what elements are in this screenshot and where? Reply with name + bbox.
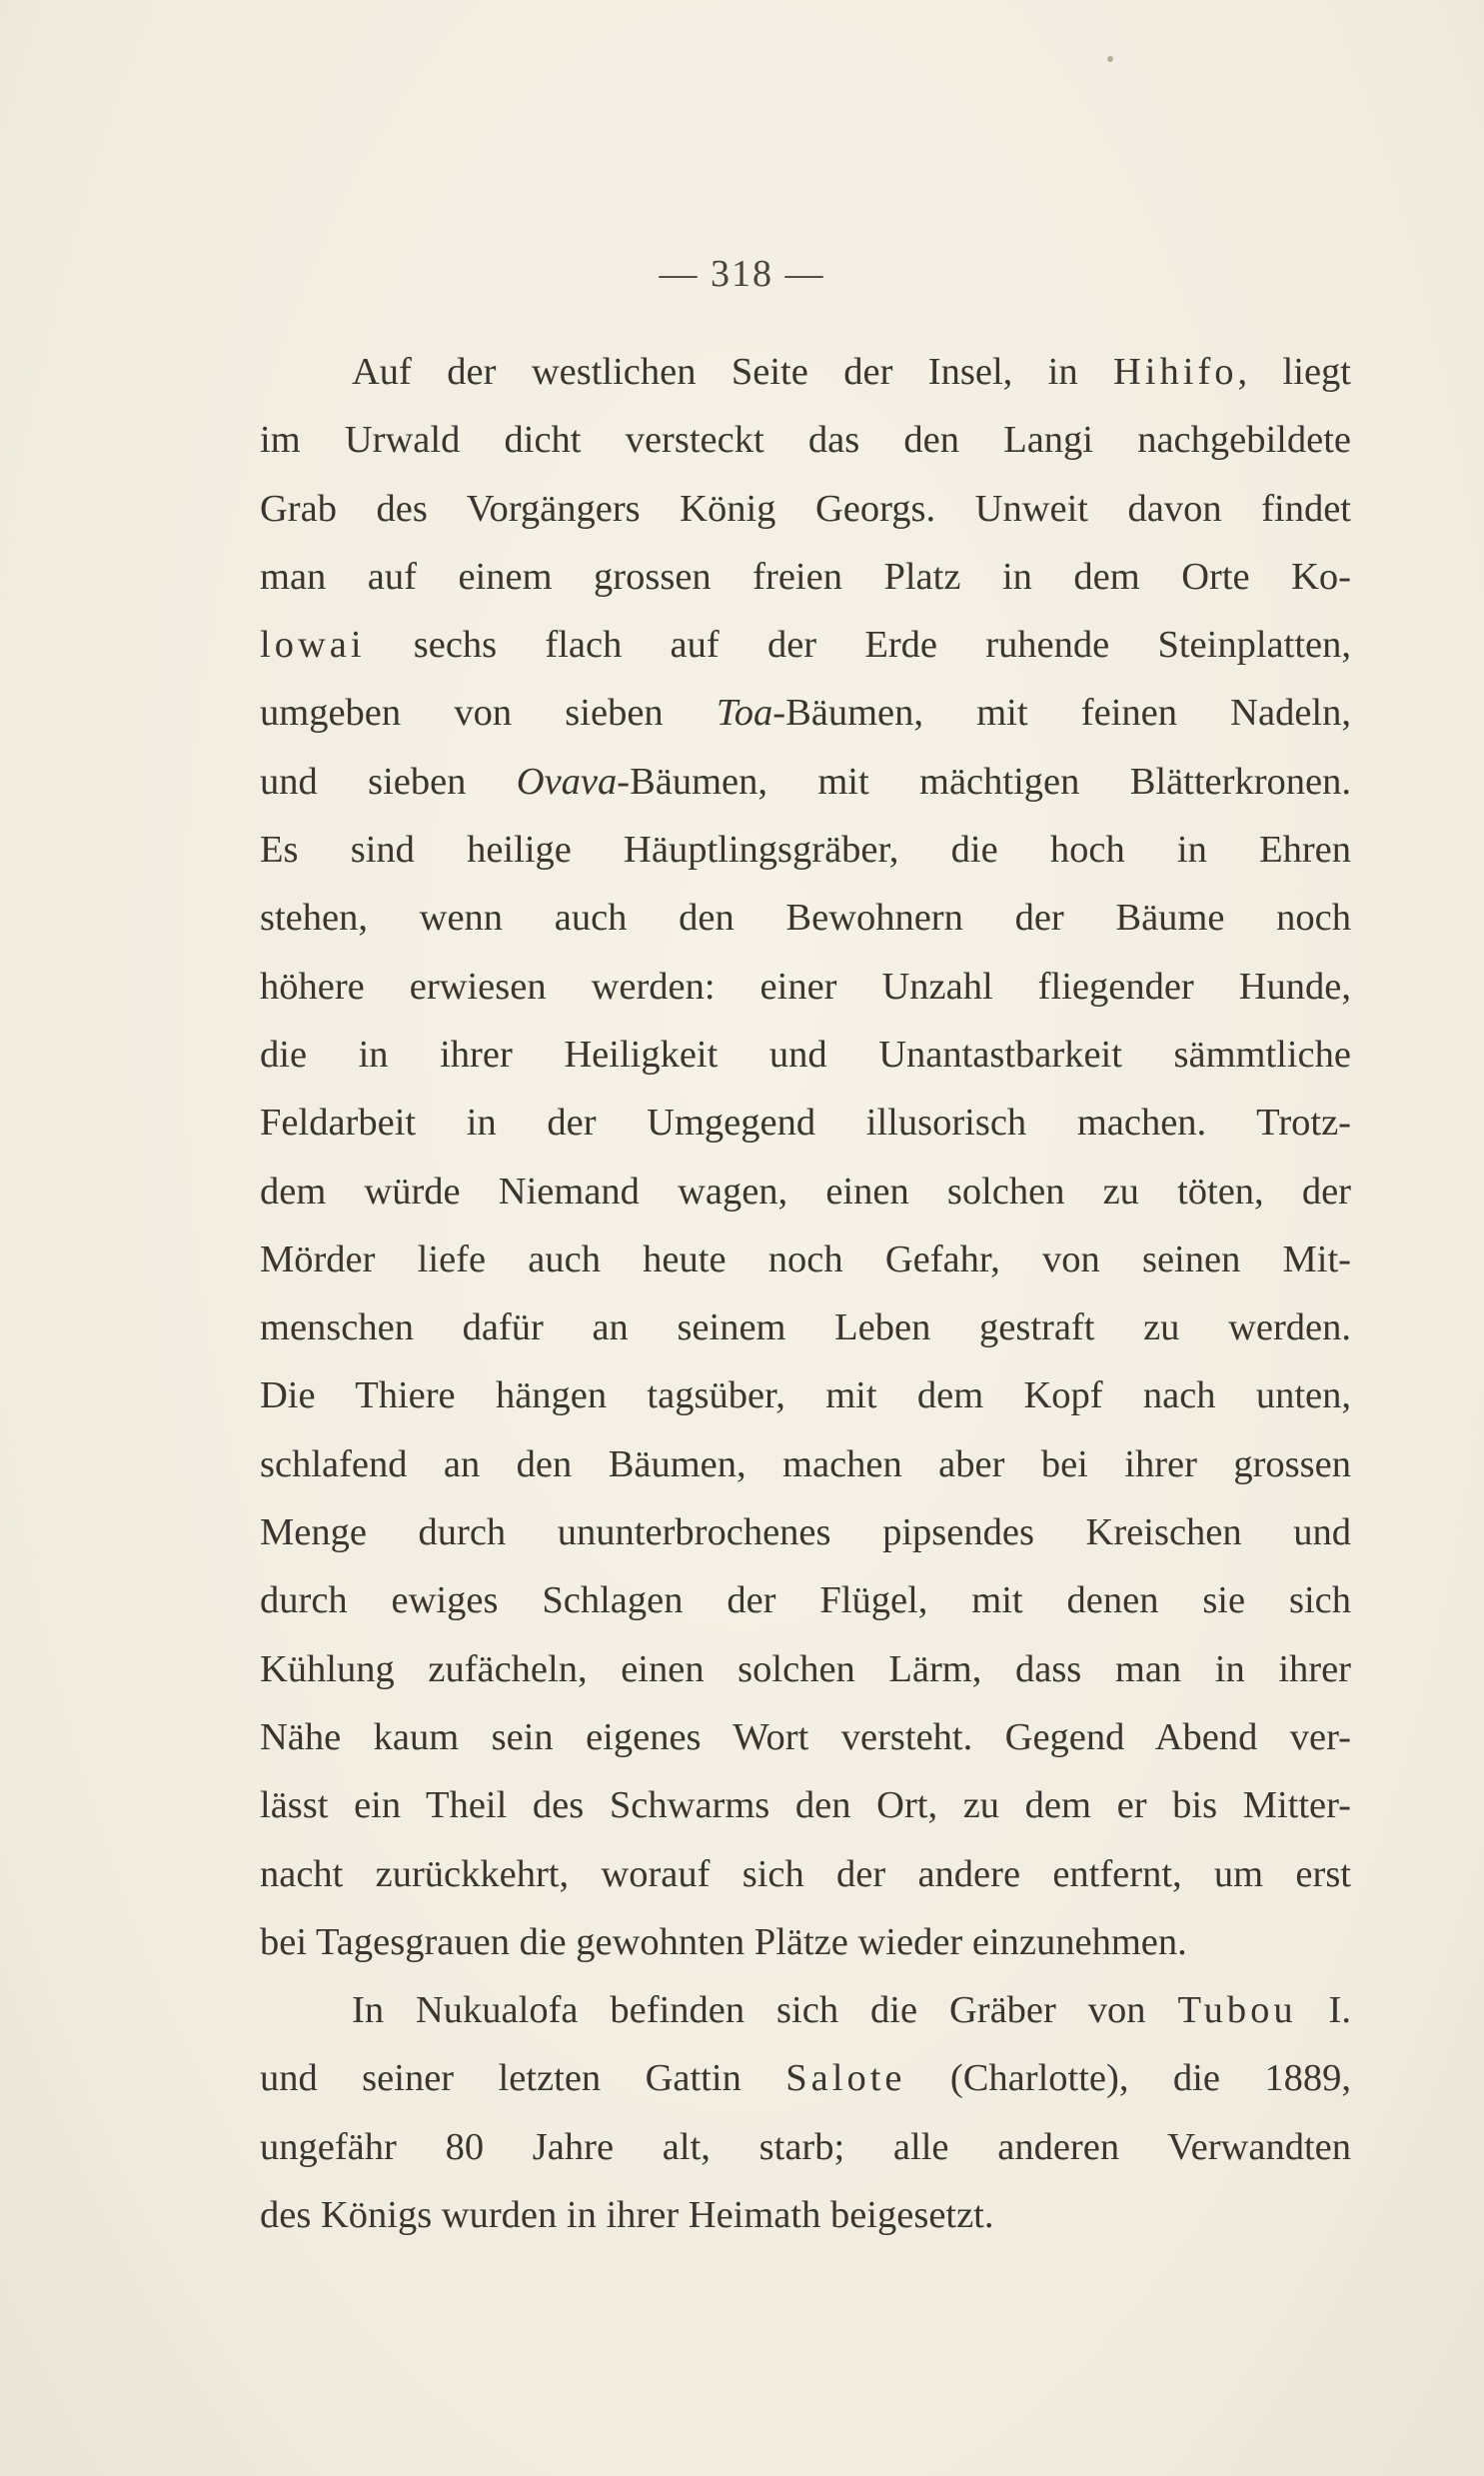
spaced-name: Tubou xyxy=(1177,1989,1297,2032)
text-line: menschen dafür an seinem Leben gestraft zu werden. xyxy=(260,1306,1351,1349)
spaced-name: lowai xyxy=(260,624,366,667)
italic-term: Toa xyxy=(716,692,773,735)
text-line: Menge durch ununterbrochenes pipsendes Kreischen und xyxy=(260,1511,1351,1554)
text-line: Kühlung zufächeln, einen solchen Lärm, dass man in ihrer xyxy=(260,1647,1351,1690)
text-line: Nähe kaum sein eigenes Wort versteht. Gegend Abend ver- xyxy=(260,1715,1351,1758)
text-line: im Urwald dicht versteckt das den Langi nachgebildete xyxy=(260,419,1351,462)
page-number: — 318 — xyxy=(659,253,825,295)
text-line: Auf der westlichen Seite der Insel, in Hihifo, liegt xyxy=(352,351,1351,393)
text-line: dem würde Niemand wagen, einen solchen zu töten, der xyxy=(260,1170,1351,1213)
text-line: und sieben Ovava-Bäumen, mit mächtigen Blätterkronen. xyxy=(260,760,1351,803)
text-line: lässt ein Theil des Schwarms den Ort, zu dem er bis Mitter- xyxy=(260,1784,1351,1827)
text-line: nacht zurückkehrt, worauf sich der andere entfernt, um erst xyxy=(260,1852,1351,1895)
text-line: bei Tagesgrauen die gewohnten Plätze wieder einzunehmen. xyxy=(260,1920,1187,1963)
text-line: umgeben von sieben Toa-Bäumen, mit feinen Nadeln, xyxy=(260,692,1351,735)
text-line: lowai sechs flach auf der Erde ruhende Steinplatten, xyxy=(260,624,1351,667)
text-line: In Nukualofa befinden sich die Gräber von Tubou I. xyxy=(352,1989,1351,2032)
body-text xyxy=(260,338,1351,2249)
italic-term: Ovava xyxy=(516,760,618,803)
text-line: Feldarbeit in der Umgegend illusorisch machen. Trotz- xyxy=(260,1102,1351,1145)
text-line: Mörder liefe auch heute noch Gefahr, von seinen Mit- xyxy=(260,1238,1351,1280)
text-line: höhere erwiesen werden: einer Unzahl fliegender Hunde, xyxy=(260,965,1351,1008)
paper-speck xyxy=(1107,56,1113,62)
text-line: stehen, wenn auch den Bewohnern der Bäume noch xyxy=(260,897,1351,940)
text-line: Die Thiere hängen tagsüber, mit dem Kopf nach unten, xyxy=(260,1374,1351,1417)
text-line: Es sind heilige Häuptlingsgräber, die hoch in Ehren xyxy=(260,829,1351,872)
text-line: schlafend an den Bäumen, machen aber bei ihrer grossen xyxy=(260,1442,1351,1485)
spaced-name: Salote xyxy=(785,2057,906,2100)
text-line: ungefähr 80 Jahre alt, starb; alle anderen Verwandten xyxy=(260,2125,1351,2168)
text-line: und seiner letzten Gattin Salote (Charlotte), die 1889, xyxy=(260,2057,1351,2100)
text-line: des Königs wurden in ihrer Heimath beigesetzt. xyxy=(260,2194,994,2237)
text-line: man auf einem grossen freien Platz in dem Orte Ko- xyxy=(260,555,1351,598)
text-line: durch ewiges Schlagen der Flügel, mit denen sie sich xyxy=(260,1579,1351,1622)
spaced-name: Hihifo xyxy=(1113,351,1238,393)
text-line: die in ihrer Heiligkeit und Unantastbarkeit sämmtliche xyxy=(260,1033,1351,1076)
text-line: Grab des Vorgängers König Georgs. Unweit davon findet xyxy=(260,487,1351,530)
